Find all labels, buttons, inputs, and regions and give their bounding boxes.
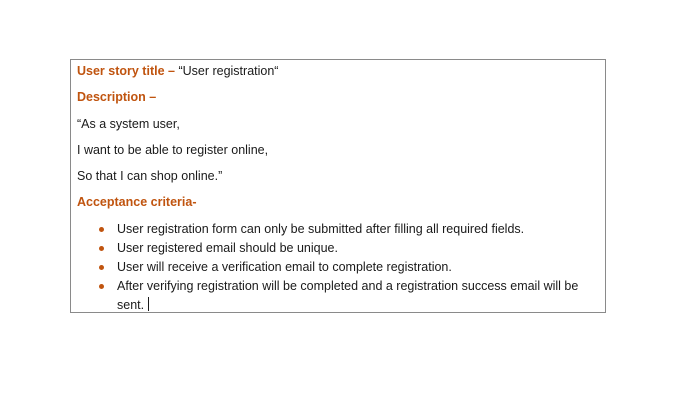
criteria-text: User registration form can only be submitted after filling all required fields. — [117, 222, 525, 236]
list-item — [71, 277, 587, 315]
bullet-icon — [99, 265, 104, 270]
criteria-text: User registered email should be unique. — [117, 241, 338, 255]
list-item — [71, 220, 587, 239]
user-story-document — [70, 59, 606, 313]
story-title-value: “User registration“ — [174, 64, 279, 78]
description-line-2: I want to be able to register online, — [77, 143, 269, 157]
story-title-line — [77, 63, 278, 79]
criteria-text: User will receive a verification email to complete registration. — [117, 260, 452, 274]
description-line-1: “As a system user, — [77, 117, 180, 131]
description-line-3: So that I can shop online.” — [77, 169, 223, 183]
list-item — [71, 239, 587, 258]
description-label: Description – — [77, 90, 157, 104]
criteria-text: After verifying registration will be completed and a registration success email will be sent. — [117, 279, 579, 312]
story-title-label: User story title – — [77, 64, 175, 78]
text-caret[interactable] — [148, 297, 149, 311]
list-item — [71, 258, 587, 277]
bullet-icon — [99, 284, 104, 289]
acceptance-criteria-label: Acceptance criteria- — [77, 195, 197, 209]
bullet-icon — [99, 246, 104, 251]
acceptance-criteria-list — [71, 220, 607, 315]
bullet-icon — [99, 227, 104, 232]
